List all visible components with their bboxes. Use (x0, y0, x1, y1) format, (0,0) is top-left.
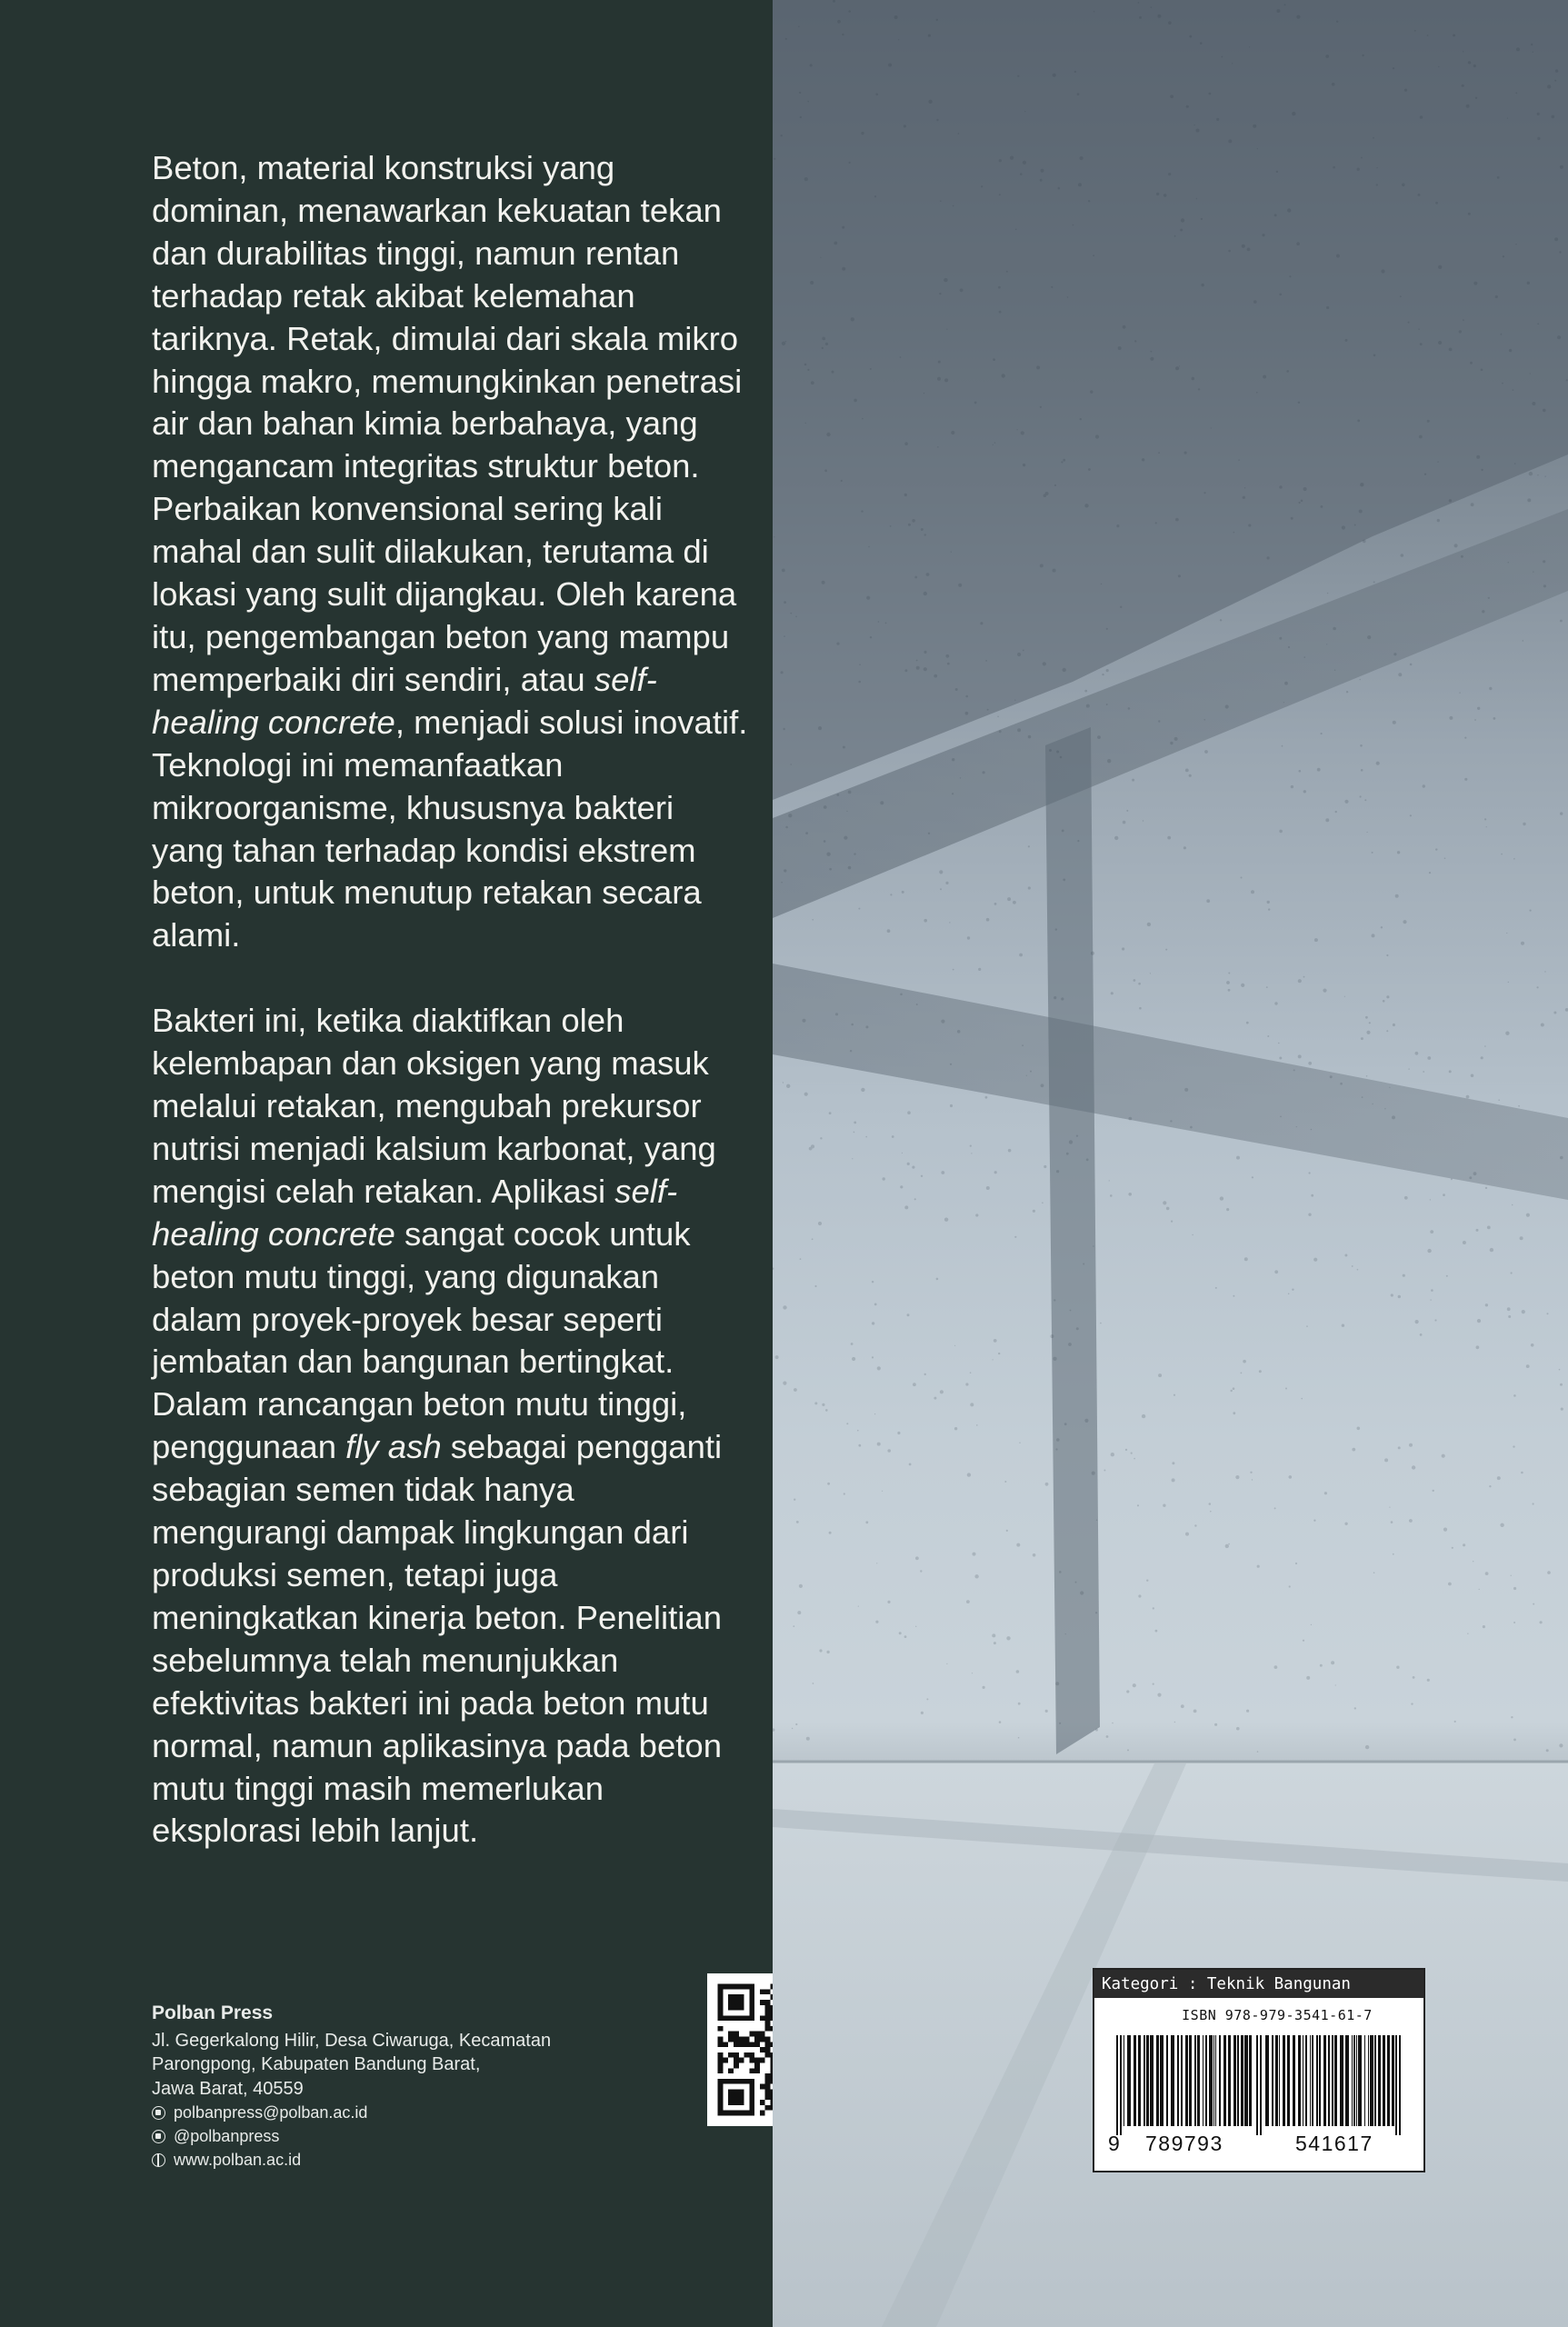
blurb-p2-text-b: sangat cocok untuk beton mutu tinggi, yang digunakan dalam proyek-proyek besar seperti jembatan dan bangunan bertingkat. Dalam rancangan beton mutu tinggi, penggunaan (152, 1214, 691, 1466)
blurb-paragraph-2 (152, 1000, 752, 1853)
blurb-p1-text-b: , menjadi solusi inovatif. Teknologi ini memanfaatkan mikroorganisme, khususnya bakteri yang tahan terhadap kondisi ekstrem beton, untuk menutup retakan secara alami. (152, 703, 748, 954)
blurb-p2-text-c: sebagai pengganti sebagian semen tidak hanya mengurangi dampak lingkungan dari produksi semen, tetapi juga meningkatkan kinerja beton. Penelitian sebelumnya telah menunjukkan efektivitas bakteri ini pada beton mutu normal, namun aplikasinya pada beton mutu tinggi masih memerlukan eksplorasi lebih lanjut. (152, 1428, 723, 1850)
publisher-info (152, 2002, 715, 2172)
barcode-label (1093, 1968, 1425, 2172)
text-panel (0, 0, 773, 2327)
address-line-1: Jl. Gegerkalong Hilir, Desa Ciwaruga, Kecamatan (152, 2030, 552, 2051)
barcode-digits (1094, 2132, 1423, 2162)
email-text: polbanpress@polban.ac.id (174, 2102, 368, 2122)
barcode-category: Kategori : Teknik Bangunan (1094, 1970, 1423, 1998)
email-icon (152, 2106, 165, 2120)
publisher-name: Polban Press (152, 2002, 274, 2023)
blurb-p2-italic-2: fly ash (345, 1428, 442, 1466)
barcode-digits-left: 789793 (1145, 2132, 1223, 2155)
blurb-p2-text-a: Bakteri ini, ketika diaktifkan oleh kelembapan dan oksigen yang masuk melalui retakan, mengubah prekursor nutrisi menjadi kalsium karbonat, yang mengisi celah retakan. Aplikasi (152, 1002, 716, 1210)
barcode-digit-first: 9 (1108, 2132, 1120, 2155)
barcode-bars (1111, 2035, 1407, 2135)
instagram-text: @polbanpress (174, 2126, 280, 2145)
website-text: www.polban.ac.id (174, 2150, 302, 2169)
blurb-text (152, 147, 752, 1853)
contact-email (152, 2101, 715, 2124)
publisher-address (152, 2029, 715, 2102)
blurb-p1-text-a: Beton, material konstruksi yang dominan, menawarkan kekuatan tekan dan durabilitas tinggi, namun rentan terhadap retak akibat kelemahan tariknya. Retak, dimulai dari skala mikro hingga makro, memungkinkan penetrasi air dan bahan kimia berbahaya, yang mengancam integritas struktur beton. Perbaikan konvensional sering kali mahal dan sulit dilakukan, terutama di lokasi yang sulit dijangkau. Oleh karena itu, pengembangan beton yang mampu memperbaiki diri sendiri, atau (152, 149, 743, 698)
globe-icon (152, 2153, 165, 2167)
barcode-digits-right: 541617 (1295, 2132, 1373, 2155)
blurb-p1-italic: self-healing concrete (152, 660, 657, 741)
blurb-paragraph-1 (152, 147, 752, 957)
address-line-3: Jawa Barat, 40559 (152, 2078, 304, 2099)
blurb-p2-italic-1: self-healing concrete (152, 1172, 678, 1253)
contact-instagram (152, 2124, 715, 2148)
instagram-icon (152, 2130, 165, 2143)
isbn-number: ISBN 978-979-3541-61-7 (1182, 2007, 1373, 2023)
address-line-2: Parongpong, Kabupaten Bandung Barat, (152, 2054, 481, 2074)
contact-website (152, 2148, 715, 2172)
